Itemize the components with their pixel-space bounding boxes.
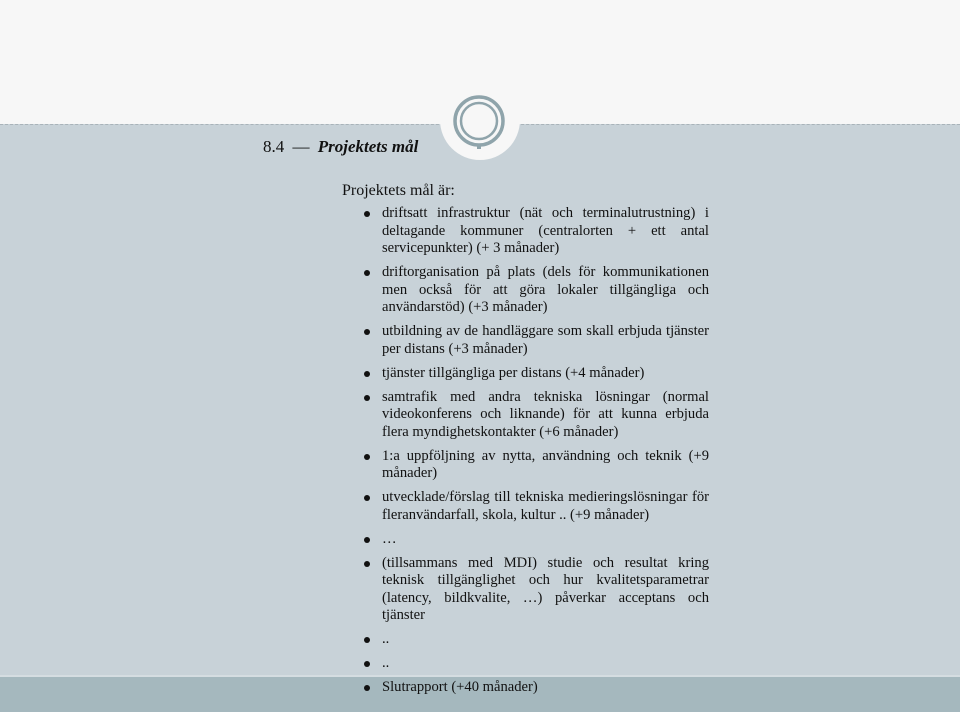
bullet-icon [364, 371, 370, 377]
list-item: Slutrapport (+40 månader) [364, 679, 709, 697]
list-item: driftsatt infrastruktur (nät och terminalutrustning) i deltagande kommuner (centralorten + ett antal servicepunkter) (+ 3 månader) [364, 205, 709, 258]
section-title: Projektets mål [317, 137, 419, 156]
list-item: .. [364, 631, 709, 649]
section-heading [263, 136, 418, 158]
bullet-icon [364, 495, 370, 501]
bullet-icon [364, 211, 370, 217]
list-item: driftorganisation på plats (dels för kommunikationen men också för att göra lokaler tillgängliga och användarstöd) (+3 månader) [364, 264, 709, 317]
list-item: 1:a uppföljning av nytta, användning och teknik (+9 månader) [364, 448, 709, 483]
bullet-icon [364, 270, 370, 276]
section-dash: — [292, 137, 310, 156]
list-item: .. [364, 655, 709, 673]
goals-list [364, 205, 709, 703]
bullet-icon [364, 637, 370, 643]
list-item: (tillsammans med MDI) studie och resultat kring teknisk tillgänglighet och hur kvalitetsparametrar (latency, bildkvalite, …) påverkar acceptans och tjänster [364, 555, 709, 625]
bullet-icon [364, 661, 370, 667]
bullet-icon [364, 561, 370, 567]
bullet-icon [364, 454, 370, 460]
list-item: tjänster tillgängliga per distans (+4 månader) [364, 365, 709, 383]
bullet-icon [364, 537, 370, 543]
bullet-icon [364, 685, 370, 691]
list-item: utvecklade/förslag till tekniska medieringslösningar för fleranvändarfall, skola, kultur .. (+9 månader) [364, 489, 709, 524]
list-item: … [364, 531, 709, 549]
section-number: 8.4 [263, 137, 285, 156]
intro-text: Projektets mål är: [342, 182, 455, 199]
bullet-icon [364, 329, 370, 335]
bullet-icon [364, 395, 370, 401]
list-item: utbildning av de handläggare som skall erbjuda tjänster per distans (+3 månader) [364, 323, 709, 358]
ring-logo-icon [450, 92, 508, 150]
list-item: samtrafik med andra tekniska lösningar (normal videokonferens och liknande) för att kunna erbjuda flera myndighetskontakter (+6 månader) [364, 389, 709, 442]
